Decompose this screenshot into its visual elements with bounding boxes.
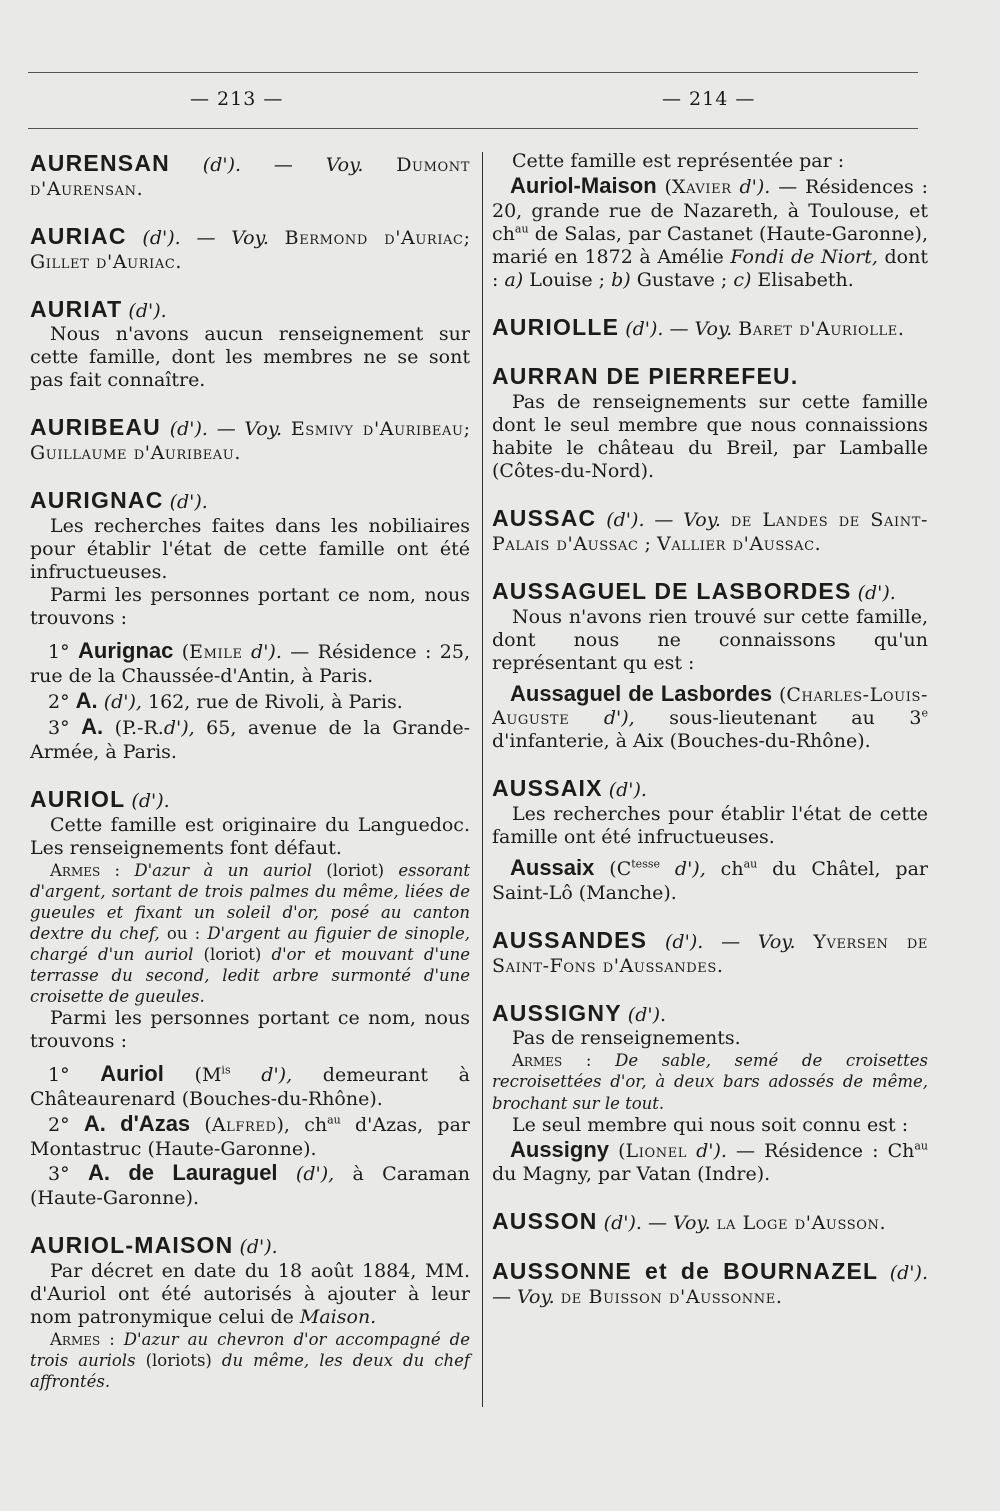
entry-aurran — [492, 363, 928, 483]
entry-heading: AURIAT — [30, 295, 123, 322]
member-name: A. de Lauraguel — [87, 1160, 278, 1186]
entry-heading: AUSSANDES — [492, 926, 648, 953]
entry-particle: (d'). — [131, 789, 170, 812]
entry-heading: AUSSONNE et de BOURNAZEL — [492, 1258, 879, 1285]
arms-text: (loriot) — [311, 860, 399, 880]
member-line: Aussaguel de Lasbordes (Charles-Louis-Auguste d'), sous-lieutenant au 3e d'infanterie, à Aix (Bouches-du-Rhône). — [492, 680, 928, 753]
coat-of-arms — [30, 860, 470, 1008]
entry-text: Le seul membre qui nous soit connu est : — [512, 1113, 909, 1136]
entry-heading: AUSSIGNY — [492, 999, 622, 1026]
entry-aussonne — [492, 1258, 928, 1309]
entry-particle: (d'). — [608, 779, 647, 802]
member-number: 2° — [48, 690, 70, 713]
entry-particle: (d'). — [202, 154, 242, 176]
header-rule — [28, 128, 918, 129]
separator: ; — [463, 226, 470, 249]
superscript: au — [514, 222, 529, 236]
entry-auriolle — [492, 314, 928, 342]
entry-particle: d'). — [739, 175, 771, 198]
member-name: Aussaix — [510, 855, 595, 881]
entry-heading: AUSSAGUEL DE LASBORDES — [492, 577, 852, 604]
see-also-label: — Voy. — [273, 154, 364, 176]
member-detail: du Magny, par Vatan (Indre). — [492, 1163, 771, 1186]
page-number-right: — 214 — — [662, 88, 756, 110]
see-also-ref: d'Aurensan. — [30, 177, 144, 200]
entry-heading: AUSSAC — [492, 505, 597, 532]
coat-of-arms — [492, 1050, 928, 1113]
member-detail: Elisabeth. — [751, 268, 854, 291]
entry-auriol-maison-cont — [492, 150, 928, 292]
see-also-ref: Yversen de Saint-Fons d'Aussandes. — [492, 930, 929, 977]
member-given-name: Xavier — [671, 175, 732, 198]
list-marker: a) — [504, 268, 524, 291]
entry-auriol-maison — [30, 1232, 470, 1392]
entry-heading: AUSSON — [492, 1208, 598, 1235]
see-also-ref: Esmivy d'Auribeau — [290, 418, 464, 441]
member-detail: — Résidence : 25, rue de la Chaussée-d'Antin, à Paris. — [30, 640, 470, 687]
entry-aussigny — [492, 1000, 928, 1187]
member-number: 2° — [48, 1113, 70, 1136]
member-detail: sous-lieutenant au 3 — [634, 707, 922, 730]
entry-particle: d'), — [674, 858, 706, 881]
arms-text: D'azur à un auriol — [120, 860, 312, 880]
member-line — [30, 688, 470, 715]
entry-text: Pas de renseignements sur cette famille dont le seul membre que nous connaissions habite le château du Breil, par Lamballe (Côtes-du-Nord). — [492, 391, 928, 483]
member-title: C — [616, 858, 632, 881]
member-detail: d'Azas, par Montastruc (Haute-Garonne). — [30, 1113, 471, 1160]
member-name: Auriol — [100, 1061, 164, 1087]
arms-text: essorant d'argent, sortant de trois palmes du même, liées de gueules et fixant un soleil d'or, posé au canton dextre du chef, — [30, 860, 471, 943]
member-detail: d'infanterie, à Aix (Bouches-du-Rhône). — [492, 730, 871, 753]
entry-aurignac — [30, 487, 470, 764]
separator: ; — [638, 532, 657, 555]
superscript: au — [327, 1113, 341, 1127]
coat-of-arms — [30, 1329, 470, 1392]
see-also-ref: Bermond d'Auriac — [284, 226, 464, 249]
arms-text: du même, les deux du chef affrontés. — [30, 1350, 470, 1392]
arms-text: (loriot) — [193, 945, 272, 964]
member-line: Aussigny (Lionel d'). — Résidence : $Ch^{au}$ du Magny, par Vatan (Indre). — [492, 1136, 929, 1186]
entry-particle: (d'). — [857, 581, 896, 604]
entry-text-part: Par décret en date du 18 août 1884, MM. d'Auriol ont été autorisés à ajouter à leur nom patronymique celui de — [30, 1259, 470, 1328]
entry-heading: AURIOL-MAISON — [30, 1232, 234, 1259]
member-line: 1° Auriol ($M^{is}$ d'), demeurant à Châteaurenard (Bouches-du-Rhône). — [30, 1061, 471, 1110]
member-name: A. d'Azas — [83, 1110, 191, 1136]
arms-text: D'azur au chevron d'or accompagné de trois auriols — [30, 1329, 470, 1370]
entry-text: Cette famille est représentée par : — [512, 150, 845, 172]
member-name: A. — [81, 714, 104, 740]
entry-heading: AURENSAN — [30, 150, 170, 176]
see-also-ref: Baret d'Auriolle. — [738, 317, 905, 340]
entry-particle: (d'). — [889, 1262, 928, 1285]
entry-particle: (d'). — [128, 299, 167, 322]
entry-particle: d'), — [603, 707, 635, 730]
superscript: e — [921, 707, 928, 720]
entry-particle: (d'), — [103, 690, 142, 713]
member-detail: de Salas, par Castanet (Haute-Garonne), marié en 1872 à Amélie — [492, 222, 928, 268]
entry-text: Parmi les personnes portant ce nom, nous trouvons : — [30, 584, 470, 629]
entry-particle: (d'). — [239, 1236, 278, 1259]
member-given-name: Charles-Louis-Auguste — [492, 683, 928, 730]
entry-heading: AURRAN DE PIERREFEU. — [492, 363, 799, 390]
entry-ausson — [492, 1208, 928, 1236]
separator: ; — [463, 418, 470, 441]
entry-auriat — [30, 296, 470, 393]
entry-heading: AURIAC — [30, 222, 127, 249]
entry-particle: d'). — [696, 1139, 727, 1162]
member-detail: Fondi de Niort, — [730, 245, 878, 268]
member-given-name: Emile — [189, 640, 243, 663]
entry-heading: AURIGNAC — [30, 487, 164, 514]
entry-aussaix — [492, 775, 928, 904]
member-line: 1° Aurignac (Emile d'). — Résidence : 25, rue de la Chaussée-d'Antin, à Paris. — [30, 637, 470, 687]
arms-text: d'or et mouvant d'une terrasse du second, ledit arbre surmonté d'une croisette de gueules. — [30, 945, 470, 1007]
right-column — [492, 150, 928, 1331]
see-also-label: — Voy. — [196, 226, 269, 249]
entry-particle: (d'). — [603, 1212, 642, 1235]
entry-particle: (d'). — [169, 491, 208, 514]
entry-particle: (d'). — [169, 418, 208, 441]
entry-text: Nous n'avons rien trouvé sur cette famille, dont nous ne connaissons qu'un représentant qu est : — [492, 605, 928, 674]
entry-text: Parmi les personnes portant ce nom, nous trouvons : — [30, 1007, 470, 1053]
entry-heading: AURIBEAU — [30, 414, 161, 441]
entry-text: Pas de renseignements. — [512, 1027, 741, 1050]
arms-text: (loriots) — [135, 1350, 222, 1370]
member-number: 3° — [48, 717, 70, 740]
member-detail: à Caraman (Haute-Garonne). — [30, 1163, 471, 1210]
see-also-ref: Dumont — [396, 154, 470, 176]
member-line: 2° A. d'Azas (Alfred), $ch^{au}$ d'Azas, par Montastruc (Haute-Garonne). — [30, 1110, 471, 1160]
entry-heading: AUSSAIX — [492, 775, 603, 802]
member-name: Aussaguel de Lasbordes — [510, 680, 773, 706]
see-also-ref: Guillaume d'Auribeau. — [30, 442, 241, 465]
entry-aussaguel — [492, 578, 928, 753]
page-number-left: — 213 — — [190, 88, 284, 110]
member-detail: ), ch — [276, 1113, 328, 1136]
member-line: Aussaix ($C^{tesse}$ d'), $ch^{au}$ du Châtel, par Saint-Lô (Manche). — [492, 855, 929, 904]
top-rule — [28, 72, 918, 73]
list-marker: c) — [733, 268, 752, 291]
entry-particle: d'). — [251, 640, 282, 663]
entry-particle: (d'). — [625, 317, 664, 340]
entry-aussandes — [492, 927, 928, 978]
member-detail: — Résidences : 20, grande rue de Nazareth, à Toulouse, et ch — [492, 175, 928, 245]
see-also-label: — Voy. — [703, 930, 796, 953]
arms-text: De sable, semé de croisettes recroisettées d'or, à deux bars adossés de même, brochant sur le tout. — [492, 1051, 928, 1113]
entry-particle: (d'). — [142, 226, 181, 249]
member-given-name: Lionel — [625, 1139, 688, 1162]
superscript: is — [221, 1063, 231, 1077]
entry-text: Cette famille est originaire du Languedoc. Les renseignements font défaut. — [30, 813, 470, 859]
entry-text: Les recherches pour établir l'état de cette famille ont été infructueuses. — [492, 803, 928, 849]
member-line: Auriol-Maison (Xavier d'). — Résidences : 20, grande rue de Nazareth, à Toulouse, et $ch^{au}$ de Salas, par Castanet (Haute-Garonne), marié en 1872 à Amélie Fondi de Niort, dont : a) Louise ; b) Gustave ; c) Elisabeth. — [492, 172, 928, 291]
see-also-label: — Voy. — [492, 1285, 555, 1308]
member-given-name: Alfred — [211, 1113, 277, 1136]
entry-heading: AURIOLLE — [492, 313, 620, 340]
member-number: 1° — [48, 640, 70, 663]
member-detail: du Châtel, par Saint-Lô (Manche). — [492, 858, 929, 904]
entry-text: Les recherches faites dans les nobiliaires pour établir l'état de cette famille ont été infructueuses. — [30, 515, 470, 584]
see-also-ref: Vallier d'Aussac. — [657, 532, 822, 555]
superscript: au — [743, 857, 758, 871]
see-also-ref: Gillet d'Auriac. — [30, 250, 182, 273]
entry-auriac — [30, 223, 470, 274]
member-detail: Louise ; — [523, 268, 612, 291]
see-also-label: — Voy. — [663, 317, 733, 340]
entry-text — [30, 1260, 470, 1329]
entry-auriol — [30, 786, 470, 1210]
member-number: 1° — [48, 1064, 70, 1087]
entry-particle: (d'). — [606, 509, 645, 532]
member-title: M — [201, 1064, 222, 1087]
entry-aurensan — [30, 150, 470, 201]
see-also-ref: de Landes de Saint-Palais d'Aussac — [492, 509, 928, 555]
arms-text: ou : — [159, 923, 208, 943]
entry-aussac — [492, 505, 928, 556]
arms-label: Armes : — [50, 1329, 115, 1349]
member-detail: dont : — [492, 245, 928, 291]
member-detail: demeurant à Châteaurenard (Bouches-du-Rhône). — [30, 1064, 471, 1110]
entry-text: Nous n'avons aucun renseignement sur cette famille, dont les membres ne se sont pas fait connaître. — [30, 323, 470, 392]
entry-auribeau — [30, 414, 470, 465]
see-also-ref: la Loge d'Ausson. — [716, 1212, 887, 1235]
member-detail: 65, avenue de la Grande-Armée, à Paris. — [30, 717, 470, 763]
member-line — [30, 714, 470, 764]
member-number: 3° — [48, 1163, 70, 1186]
entry-text-part: Maison. — [299, 1305, 377, 1328]
arms-label: Armes : — [50, 860, 121, 880]
member-initials: (P.-R. — [103, 717, 164, 740]
arms-label: Armes : — [512, 1051, 592, 1071]
column-divider — [482, 152, 483, 1407]
see-also-label: — Voy. — [641, 1212, 711, 1235]
member-detail: Gustave ; — [630, 268, 734, 291]
superscript: tesse — [631, 857, 660, 871]
superscript: au — [914, 1139, 929, 1153]
member-line — [30, 1160, 470, 1210]
entry-particle: (d'). — [665, 930, 704, 953]
entry-particle: d'), — [261, 1064, 293, 1087]
entry-particle: (d'). — [627, 1003, 667, 1026]
member-name: A. — [75, 687, 98, 713]
entry-heading: AURIOL — [30, 785, 126, 812]
see-also-label: — Voy. — [644, 509, 721, 532]
list-marker: b) — [611, 268, 631, 291]
see-also-label: — Voy. — [216, 418, 283, 441]
arms-text: D'argent au figuier de sinople, chargé d'un auriol — [30, 923, 470, 964]
member-detail: ch — [705, 858, 744, 881]
left-column — [30, 150, 470, 1414]
entry-particle: d'), — [163, 717, 195, 740]
member-name: Aurignac — [78, 637, 174, 663]
member-name: Auriol-Maison — [510, 172, 657, 198]
member-detail: — Résidence : Ch — [726, 1139, 915, 1162]
member-name: Aussigny — [510, 1136, 610, 1162]
entry-particle: (d'), — [295, 1163, 335, 1186]
see-also-ref: de Buisson d'Aussonne. — [560, 1285, 783, 1308]
member-detail: 162, rue de Rivoli, à Paris. — [141, 690, 403, 713]
